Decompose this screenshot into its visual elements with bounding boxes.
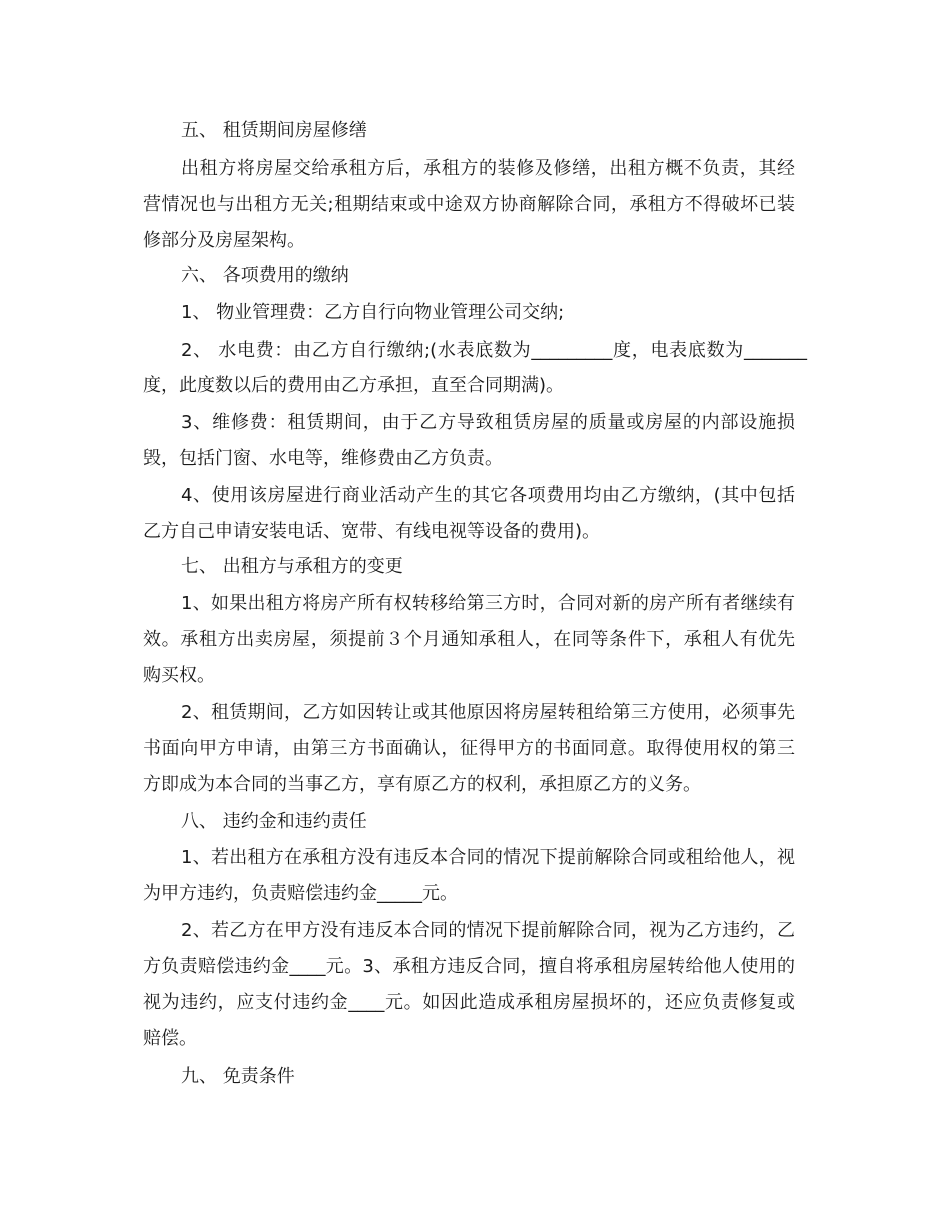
paragraph-line: 2、若乙方在甲方没有违反本合同的情况下提前解除合同，视为乙方违约，乙 [181,920,795,941]
paragraph-line: 1、若出租方在承租方没有违反本合同的情况下提前解除合同或租给他人，视 [181,847,795,868]
paragraph-line: 营情况也与出租方无关;租期结束或中途双方协商解除合同，承租方不得破坏已装 [143,194,795,215]
paragraph-line: 1、如果出租方将房产所有权转移给第三方时，合同对新的房产所有者继续有 [181,593,795,614]
paragraph-line: 出租方将房屋交给承租方后，承租方的装修及修缮，出租方概不负责，其经 [181,158,795,179]
paragraph-line: 度，此度数以后的费用由乙方承担，直至合同期满)。 [143,375,565,396]
paragraph-line: 购买权。 [143,665,215,686]
paragraph-line: 方负责赔偿违约金____元。3、承租方违反合同，擅自将承租房屋转给他人使用的 [143,956,795,977]
section-heading-7: 七、 出租方与承租方的变更 [181,556,403,577]
paragraph-line: 2、 水电费：由乙方自行缴纳;(水表底数为_________度，电表底数为_______ [181,340,807,361]
paragraph-line: 乙方自己申请安装电话、宽带、有线电视等设备的费用)。 [143,521,601,542]
paragraph-line: 为甲方违约，负责赔偿违约金_____元。 [143,883,458,904]
paragraph-line: 视为违约，应支付违约金____元。如因此造成承租房屋损坏的，还应负责修复或 [143,992,795,1013]
paragraph-line: 书面向甲方申请，由第三方书面确认，征得甲方的书面同意。取得使用权的第三 [143,738,795,759]
paragraph-line: 3、维修费：租赁期间，由于乙方导致租赁房屋的质量或房屋的内部设施损 [181,412,795,433]
paragraph-line: 4、使用该房屋进行商业活动产生的其它各项费用均由乙方缴纳，(其中包括 [181,485,795,506]
paragraph-line: 2、租赁期间，乙方如因转让或其他原因将房屋转租给第三方使用，必须事先 [181,702,795,723]
paragraph-line: 方即成为本合同的当事乙方，享有原乙方的权利，承担原乙方的义务。 [143,774,701,795]
paragraph-line: 修部分及房屋架构。 [143,230,305,251]
paragraph-line: 效。承租方出卖房屋，须提前３个月通知承租人，在同等条件下，承租人有优先 [143,629,795,650]
section-heading-6: 六、 各项费用的缴纳 [181,265,349,286]
paragraph-line: 1、 物业管理费：乙方自行向物业管理公司交纳; [181,302,565,323]
paragraph-line: 毁，包括门窗、水电等，维修费由乙方负责。 [143,448,503,469]
section-heading-9: 九、 免责条件 [181,1066,295,1087]
paragraph-line: 赔偿。 [143,1028,197,1049]
section-heading-5: 五、 租赁期间房屋修缮 [181,120,367,141]
section-heading-8: 八、 违约金和违约责任 [181,811,367,832]
